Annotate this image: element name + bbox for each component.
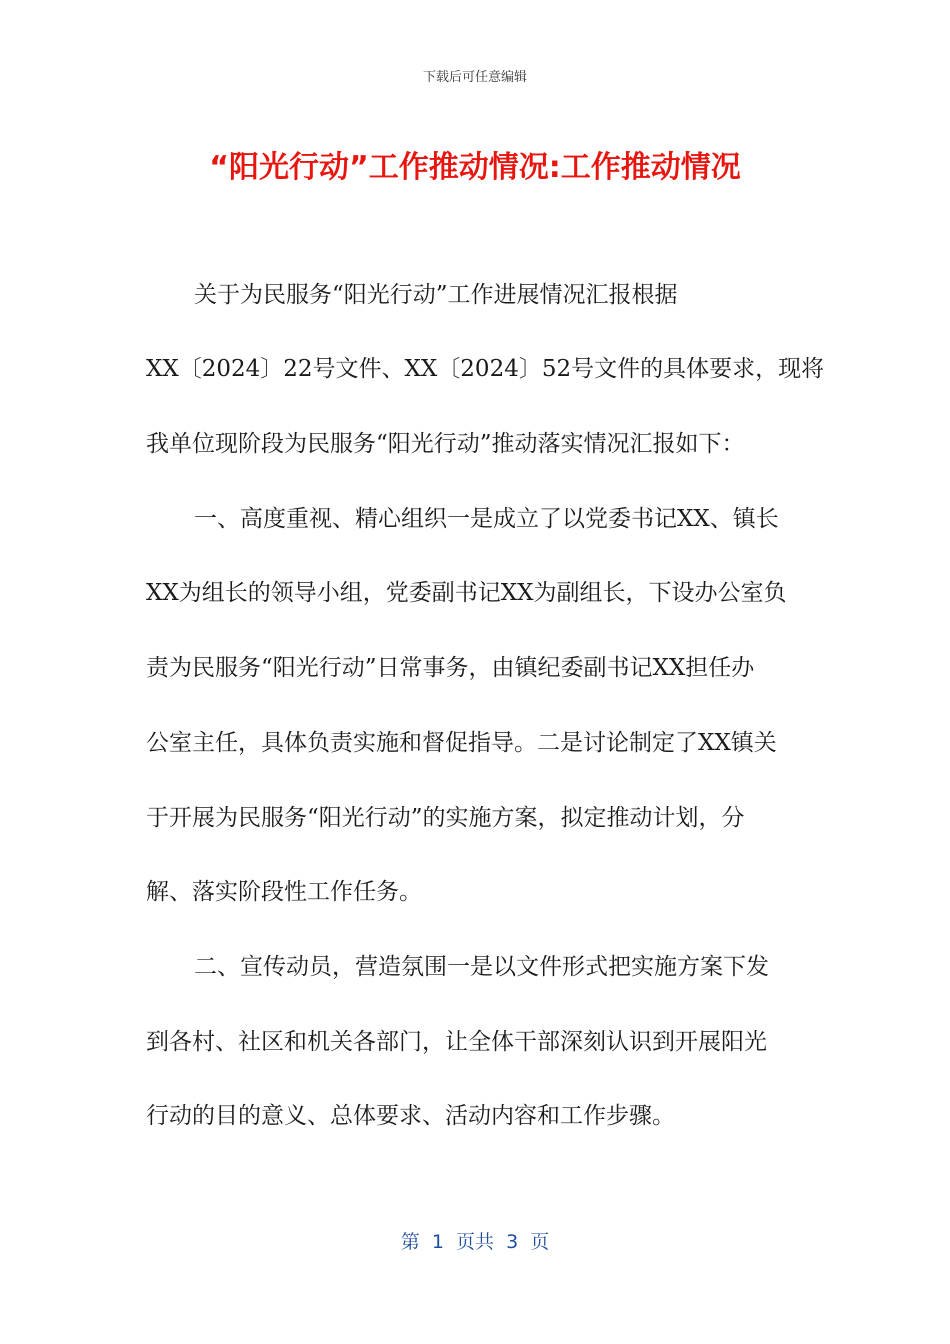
paragraph-line: 一、高度重视、精心组织一是成立了以党委书记XX、镇长 (194, 506, 779, 532)
paragraph-line: XX为组长的领导小组，党委副书记XX为副组长，下设办公室负 (146, 580, 787, 606)
paragraph-line: XX〔2024〕22号文件、XX〔2024〕52号文件的具体要求，现将 (146, 356, 825, 382)
page-number-footer: 第 1 页共 3 页 (400, 1231, 550, 1253)
paragraph-line: 于开展为民服务“阳光行动”的实施方案，拟定推动计划，分 (146, 805, 745, 831)
document-title: “阳光行动”工作推动情况:工作推动情况 (209, 150, 741, 185)
paragraph-line: 二、宣传动员，营造氛围一是以文件形式把实施方案下发 (194, 954, 769, 980)
paragraph-line: 公室主任，具体负责实施和督促指导。二是讨论制定了XX镇关 (146, 730, 777, 756)
paragraph-line: 到各村、社区和机关各部门，让全体干部深刻认识到开展阳光 (146, 1029, 767, 1055)
paragraph-line: 我单位现阶段为民服务“阳光行动”推动落实情况汇报如下： (146, 431, 745, 457)
header-note: 下载后可任意编辑 (422, 70, 527, 85)
paragraph-line: 关于为民服务“阳光行动”工作进展情况汇报根据 (194, 282, 678, 308)
paragraph-line: 解、落实阶段性工作任务。 (146, 879, 422, 905)
paragraph-line: 责为民服务“阳光行动”日常事务，由镇纪委副书记XX担任办 (146, 655, 755, 681)
paragraph-line: 行动的目的意义、总体要求、活动内容和工作步骤。 (146, 1103, 675, 1129)
